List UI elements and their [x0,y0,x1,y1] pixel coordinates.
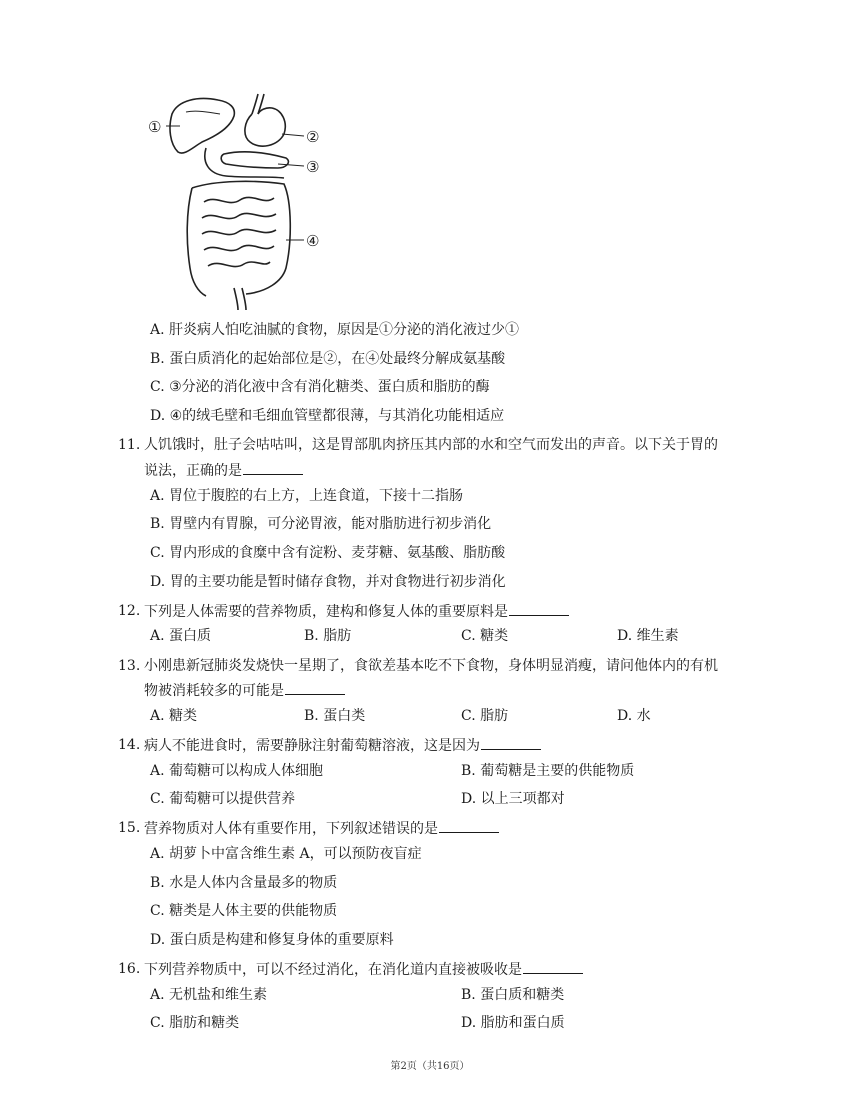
q14-number: 14. [118,737,141,753]
q12-number: 12. [118,603,141,619]
q16-number: 16. [118,961,141,977]
q11-option-c: C. 胃内形成的食糜中含有淀粉、麦芽糖、氨基酸、脂肪酸 [150,545,506,561]
q13-stem-line2: 物被消耗较多的可能是 [144,681,345,700]
q16-option-c: C. 脂肪和糖类 [150,1015,240,1031]
answer-blank [439,819,499,833]
q11-option-b: B. 胃壁内有胃腺，可分泌胃液，能对脂肪进行初步消化 [150,516,492,532]
label-1: ① [148,118,162,136]
q15-number: 15. [118,820,141,836]
q13-stem-line1: 小刚患新冠肺炎发烧快一星期了，食欲差基本吃不下食物，身体明显消瘦，请问他体内的有机 [144,658,718,674]
answer-blank [243,461,303,475]
q10-option-a: A. 肝炎病人怕吃油腻的食物，原因是①分泌的消化液过少① [150,322,520,338]
q11-option-d: D. 胃的主要功能是暂时储存食物，并对食物进行初步消化 [150,574,506,590]
q13-option-a: A. 糖类 [150,708,198,724]
q15-option-a: A. 胡萝卜中富含维生素 A，可以预防夜盲症 [150,846,422,862]
q15-option-b: B. 水是人体内含量最多的物质 [150,875,338,891]
q13-option-d: D. 水 [617,708,651,724]
q15-option-d: D. 蛋白质是构建和修复身体的重要原料 [150,932,394,948]
q12-option-b: B. 脂肪 [304,628,352,644]
q14-option-c: C. 葡萄糖可以提供营养 [150,791,296,807]
answer-blank [481,736,541,750]
q12-option-a: A. 蛋白质 [150,628,212,644]
q16-option-d: D. 脂肪和蛋白质 [461,1015,565,1031]
q15-option-c: C. 糖类是人体主要的供能物质 [150,903,338,919]
stomach-shape [245,108,285,146]
q13-option-c: C. 脂肪 [461,708,509,724]
q14-option-b: B. 葡萄糖是主要的供能物质 [461,763,635,779]
q11-option-a: A. 胃位于腹腔的右上方，上连食道，下接十二指肠 [150,488,464,504]
q13-number: 13. [118,658,141,674]
q13-option-b: B. 蛋白类 [304,708,366,724]
answer-blank [509,602,569,616]
q12-option-c: C. 糖类 [461,628,509,644]
answer-blank [285,681,345,695]
q11-stem-line1: 人饥饿时，肚子会咕咕叫，这是胃部肌肉挤压其内部的水和空气而发出的声音。以下关于胃的 [144,437,718,453]
q10-option-c: C. ③分泌的消化液中含有消化糖类、蛋白质和脂肪的酶 [150,379,490,395]
q11-number: 11. [118,437,141,453]
label-2: ② [306,128,320,146]
pancreas-shape [221,152,288,168]
page-footer: 第2页（共16页） [390,1061,470,1072]
q15-stem: 营养物质对人体有重要作用，下列叙述错误的是 [144,819,499,838]
q12-option-d: D. 维生素 [617,628,679,644]
digestive-system-figure [146,92,336,312]
answer-blank [523,960,583,974]
q16-option-b: B. 蛋白质和糖类 [461,987,565,1003]
q11-stem-line2: 说法，正确的是 [144,461,303,480]
q10-option-d: D. ④的绒毛壁和毛细血管壁都很薄，与其消化功能相适应 [150,408,505,424]
q14-option-a: A. 葡萄糖可以构成人体细胞 [150,763,324,779]
label-4: ④ [306,232,320,250]
q12-stem: 下列是人体需要的营养物质，建构和修复人体的重要原料是 [144,602,569,621]
q14-stem: 病人不能进食时，需要静脉注射葡萄糖溶液，这是因为 [144,736,541,755]
q10-option-b: B. 蛋白质消化的起始部位是②，在④处最终分解成氨基酸 [150,351,506,367]
label-3: ③ [306,158,320,176]
q16-option-a: A. 无机盐和维生素 [150,987,268,1003]
q16-stem: 下列营养物质中，可以不经过消化，在消化道内直接被吸收是 [144,960,583,979]
q14-option-d: D. 以上三项都对 [461,791,565,807]
large-intestine-shape [187,181,290,296]
